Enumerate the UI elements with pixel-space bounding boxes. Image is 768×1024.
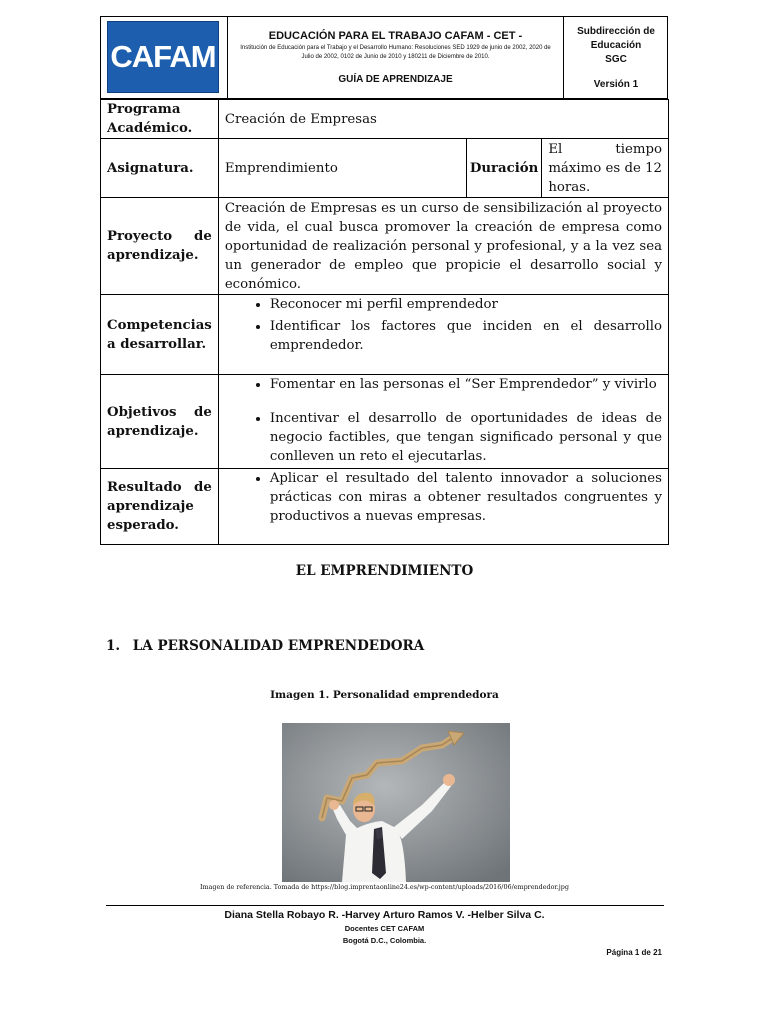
competencias-label: Competencias a desarrollar.	[101, 295, 219, 375]
asignatura-value: Emprendimiento	[218, 139, 466, 198]
guide-title: GUÍA DE APRENDIZAJE	[338, 74, 453, 85]
footer-divider	[106, 905, 664, 906]
image-caption: Imagen de referencia. Tomada de https://blog.imprentaonline24.es/wp-content/uploads/2016/06/emprendedor.jpg	[200, 883, 569, 891]
table-row	[101, 295, 669, 375]
resultado-label: Resultado de aprendizaje esperado.	[101, 469, 219, 545]
heading-number: 1.	[106, 638, 121, 654]
objetivos-value	[218, 375, 668, 469]
list-item: • Aplicar el resultado del talento innovador a soluciones prácticas con miras a obtener resultados congruentes y productivos a nuevas empresas.	[270, 469, 662, 526]
programa-label: Programa Académico.	[101, 100, 219, 139]
image-title: Imagen 1. Personalidad emprendedora	[270, 689, 499, 701]
proyecto-value: Creación de Empresas es un curso de sensibilización al proyecto de vida, el cual busca promover la creación de empresa como oportunidad de realización personal y profesional, y a la vez sea un generador de empleo que propicie el desarrollo social y económico.	[218, 198, 668, 295]
table-row	[101, 100, 669, 139]
dept-line1: Subdirección de	[577, 26, 655, 37]
entrepreneur-illustration	[282, 723, 510, 882]
page-number: Página 1 de 21	[606, 948, 662, 957]
logo-text: CAFAM	[110, 39, 216, 74]
competencias-value	[218, 295, 668, 375]
table-row	[101, 375, 669, 469]
footer-city: Bogotá D.C., Colombia.	[342, 936, 427, 945]
footer-authors: Diana Stella Robayo R. -Harvey Arturo Ramos V. -Helber Silva C.	[224, 909, 545, 921]
table-row	[101, 198, 669, 295]
section-heading	[106, 638, 424, 654]
list-item: • Identificar los factores que inciden en el desarrollo emprendedor.	[270, 317, 662, 355]
duracion-value: El tiempo máximo es de 12 horas.	[542, 139, 669, 198]
section-title: EL EMPRENDIMIENTO	[295, 563, 474, 579]
header-dept-cell	[563, 16, 668, 99]
table-row	[101, 469, 669, 545]
asignatura-label: Asignatura.	[101, 139, 219, 198]
cafam-logo	[107, 21, 219, 93]
footer-role: Docentes CET CAFAM	[344, 924, 425, 933]
dept-line3: SGC	[605, 54, 627, 65]
list-item: • Incentivar el desarrollo de oportunidades de ideas de negocio factibles, que tengan significado personal y que conlleven un reto el ejecutarlas.	[270, 409, 662, 466]
logo-cell	[100, 16, 228, 99]
course-info-table	[100, 99, 669, 545]
resultado-value	[218, 469, 668, 545]
dept-line2: Educación	[590, 40, 642, 51]
entrepreneur-photo	[282, 723, 510, 882]
version-label: Versión 1	[593, 79, 639, 90]
duracion-label: Duración	[466, 139, 542, 198]
header-title-cell	[228, 16, 563, 99]
objetivos-label: Objetivos de aprendizaje.	[101, 375, 219, 469]
proyecto-label: Proyecto de aprendizaje.	[101, 198, 219, 295]
heading-text: LA PERSONALIDAD EMPRENDEDORA	[132, 638, 425, 654]
programa-value: Creación de Empresas	[218, 100, 668, 139]
institution-resolutions: Institución de Educación para el Trabajo y el Desarrollo Humano: Resoluciones SED 1929 de junio de 2002, 2020 de Julio de 2002, 0102 de Junio de 2010 y 180211 de Diciembre de 2010.	[240, 45, 551, 60]
table-row	[101, 139, 669, 198]
list-item: • Reconocer mi perfil emprendedor	[270, 295, 662, 314]
list-item: • Fomentar en las personas el “Ser Emprendedor” y vivirlo	[270, 375, 662, 394]
institution-title: EDUCACIÓN PARA EL TRABAJO CAFAM - CET -	[268, 30, 523, 42]
department-label	[564, 25, 668, 67]
